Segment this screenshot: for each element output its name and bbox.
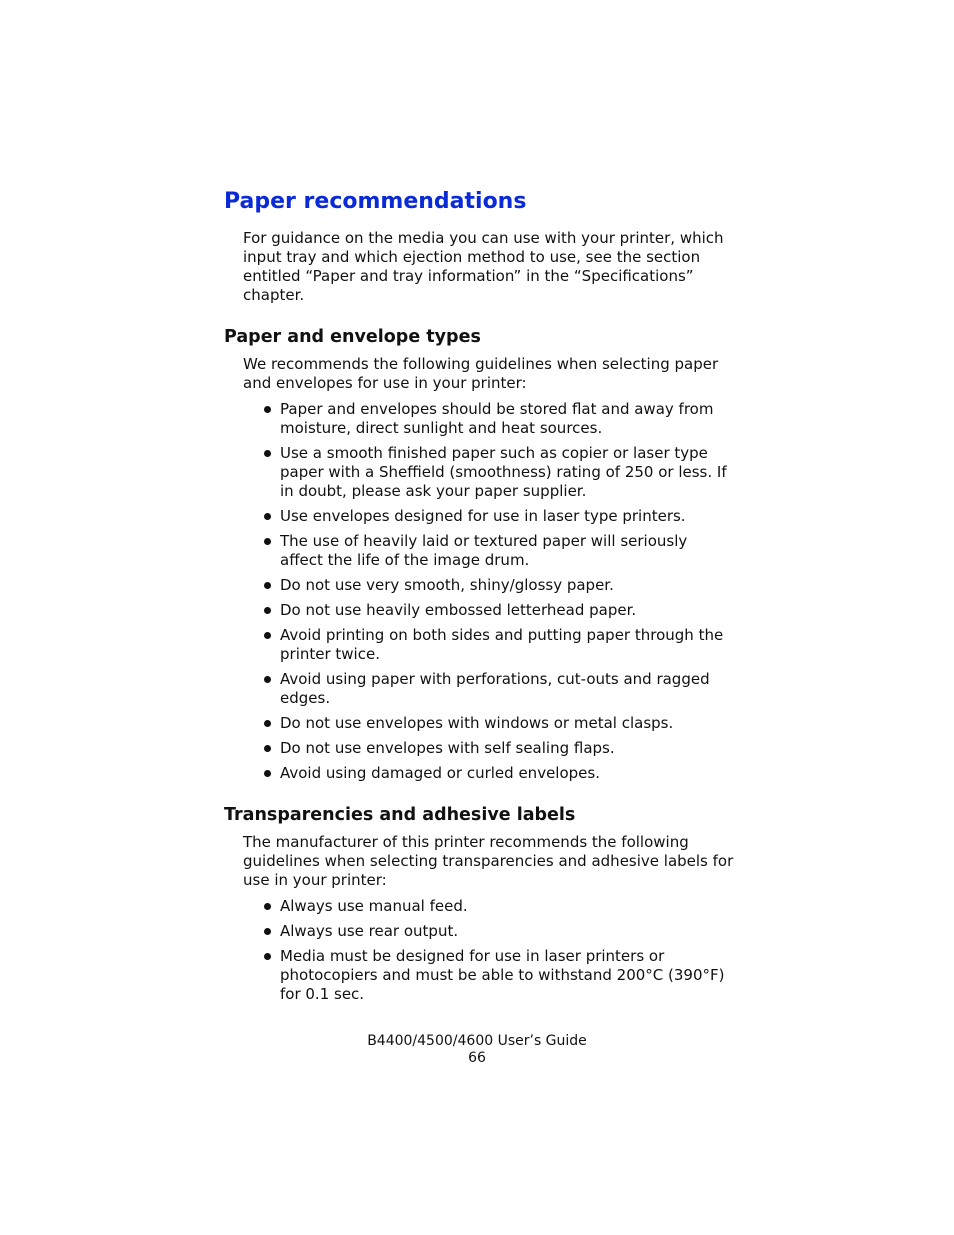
list-item [264, 400, 734, 438]
bullet-icon [264, 720, 271, 727]
bullet-list-paper-envelope-types [224, 400, 734, 783]
bullet-list-transparencies-labels [224, 897, 734, 1004]
intro-paragraph: For guidance on the media you can use with your printer, which input tray and which ejection method to use, see the section entitled “Paper and tray information” in the “Specifications” chapter. [243, 229, 724, 304]
bullet-icon [264, 676, 271, 683]
list-item [264, 670, 734, 708]
list-item [264, 764, 734, 783]
list-item-text: Use a smooth finished paper such as copier or laser type paper with a Sheffield (smoothness) rating of 250 or less. If in doubt, please ask your paper supplier. [280, 444, 727, 500]
list-item-text: Always use manual feed. [280, 897, 468, 915]
bullet-icon [264, 538, 271, 545]
list-item-text: Do not use envelopes with self sealing flaps. [280, 739, 615, 757]
section-heading-paper-envelope-types: Paper and envelope types [224, 327, 481, 347]
list-item-text: Media must be designed for use in laser printers or photocopiers and must be able to withstand 200°C (390°F) for 0.1 sec. [280, 947, 725, 1003]
list-item [264, 739, 734, 758]
list-item [264, 897, 734, 916]
footer-guide-title: B4400/4500/4600 User’s Guide [367, 1033, 587, 1049]
section-heading-transparencies-labels: Transparencies and adhesive labels [224, 805, 576, 825]
bullet-icon [264, 607, 271, 614]
list-item [264, 947, 734, 1004]
list-item-text: Paper and envelopes should be stored flat and away from moisture, direct sunlight and heat sources. [280, 400, 714, 437]
page-footer [0, 1033, 954, 1067]
bullet-icon [264, 582, 271, 589]
list-item-text: Always use rear output. [280, 922, 459, 940]
list-item [264, 626, 734, 664]
list-item [264, 444, 734, 501]
bullet-icon [264, 953, 271, 960]
page-content [224, 186, 734, 1004]
bullet-icon [264, 450, 271, 457]
bullet-icon [264, 928, 271, 935]
section-intro-transparencies-labels: The manufacturer of this printer recommends the following guidelines when selecting transparencies and adhesive labels for use in your printer: [243, 833, 734, 889]
list-item [264, 507, 734, 526]
list-item-text: Do not use heavily embossed letterhead paper. [280, 601, 637, 619]
bullet-icon [264, 770, 271, 777]
bullet-icon [264, 406, 271, 413]
bullet-icon [264, 745, 271, 752]
page-number: 66 [468, 1050, 486, 1066]
list-item-text: Avoid printing on both sides and putting paper through the printer twice. [280, 626, 724, 663]
list-item-text: Avoid using paper with perforations, cut-outs and ragged edges. [280, 670, 710, 707]
list-item [264, 714, 734, 733]
list-item [264, 922, 734, 941]
page-title: Paper recommendations [224, 189, 527, 214]
bullet-icon [264, 513, 271, 520]
list-item-text: Do not use envelopes with windows or metal clasps. [280, 714, 674, 732]
list-item [264, 601, 734, 620]
section-intro-paper-envelope-types: We recommends the following guidelines when selecting paper and envelopes for use in your printer: [243, 355, 719, 392]
list-item-text: Do not use very smooth, shiny/glossy paper. [280, 576, 614, 594]
list-item [264, 576, 734, 595]
list-item-text: Use envelopes designed for use in laser type printers. [280, 507, 686, 525]
bullet-icon [264, 903, 271, 910]
list-item [264, 532, 734, 570]
list-item-text: Avoid using damaged or curled envelopes. [280, 764, 600, 782]
bullet-icon [264, 632, 271, 639]
list-item-text: The use of heavily laid or textured paper will seriously affect the life of the image drum. [280, 532, 688, 569]
